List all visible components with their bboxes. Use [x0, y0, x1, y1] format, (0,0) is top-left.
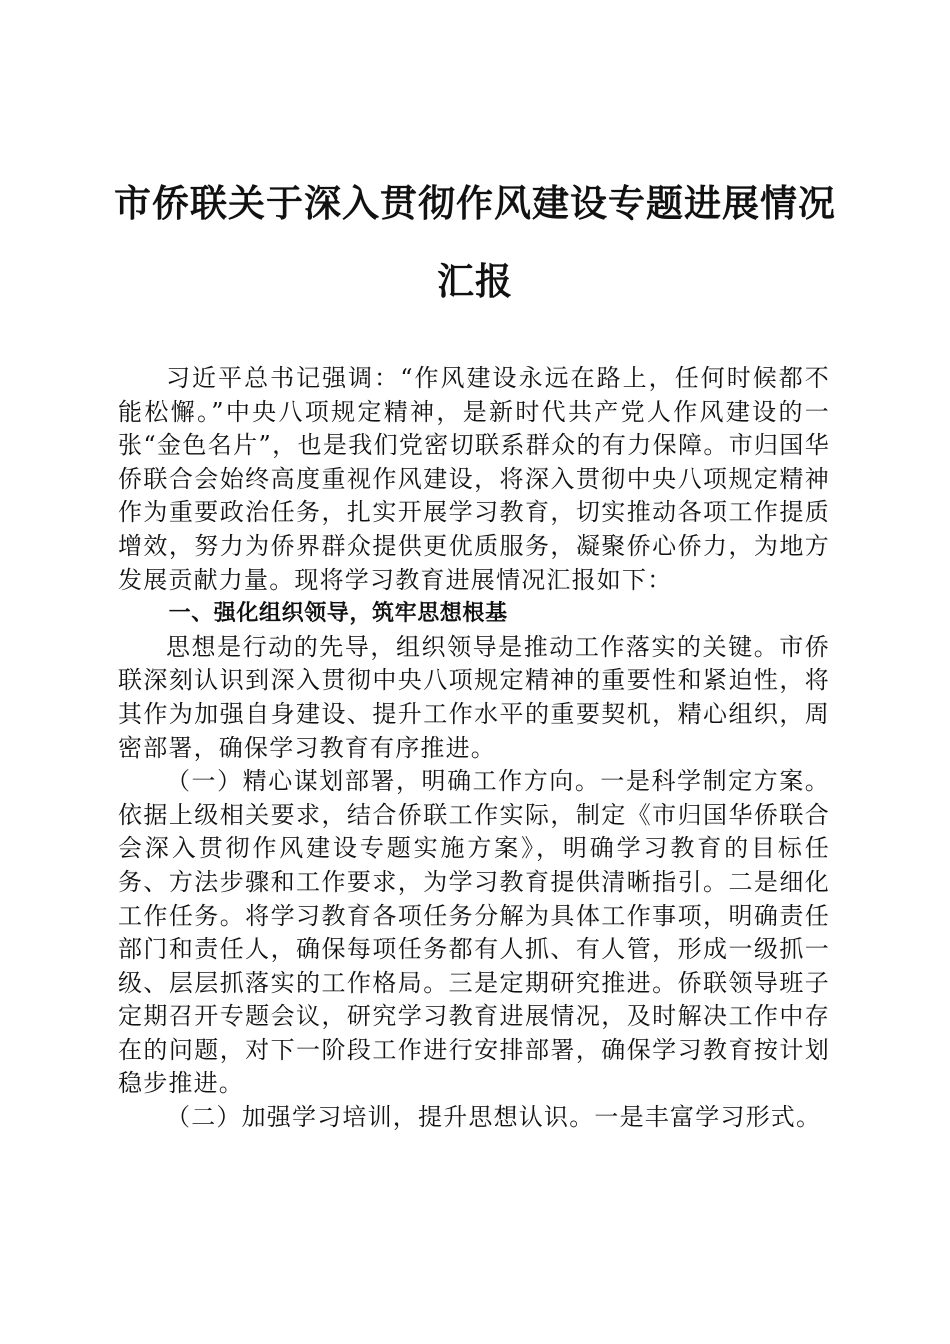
- intro-paragraph: 习近平总书记强调：“作风建设永远在路上，任何时候都不能松懈。”中央八项规定精神，是新时代共产党人作风建设的一张“金色名片”，也是我们党密切联系群众的有力保障。市归国华侨联合会始终高度重视作风建设，将深入贯彻中央八项规定精神作为重要政治任务，扎实开展学习教育，切实推动各项工作提质增效，努力为侨界群众提供更优质服务，凝聚侨心侨力，为地方发展贡献力量。现将学习教育进展情况汇报如下：: [118, 364, 830, 594]
- subsection-1-paragraph: （一）精心谋划部署，明确工作方向。一是科学制定方案。依据上级相关要求，结合侨联工作实际，制定《市归国华侨联合会深入贯彻作风建设专题实施方案》，明确学习教育的目标任务、方法步骤和工作要求，为学习教育提供清晰指引。二是细化工作任务。将学习教育各项任务分解为具体工作事项，明确责任部门和责任人，确保每项任务都有人抓、有人管，形成一级抓一级、层层抓落实的工作格局。三是定期研究推进。侨联领导班子定期召开专题会议，研究学习教育进展情况，及时解决工作中存在的问题，对下一阶段工作进行安排部署，确保学习教育按计划稳步推进。: [118, 767, 830, 1098]
- section-1-intro-paragraph: 思想是行动的先导，组织领导是推动工作落实的关键。市侨联深刻认识到深入贯彻中央八项规定精神的重要性和紧迫性，将其作为加强自身建设、提升工作水平的重要契机，精心组织，周密部署，确保学习教育有序推进。: [118, 632, 830, 762]
- document-title: 市侨联关于深入贯彻作风建设专题进展情况汇报: [114, 181, 836, 303]
- subsection-2-paragraph: （二）加强学习培训，提升思想认识。一是丰富学习形式。: [166, 1103, 822, 1132]
- document-body: [118, 362, 830, 1135]
- section-heading-1: 一、强化组织领导，筑牢思想根基: [168, 601, 508, 627]
